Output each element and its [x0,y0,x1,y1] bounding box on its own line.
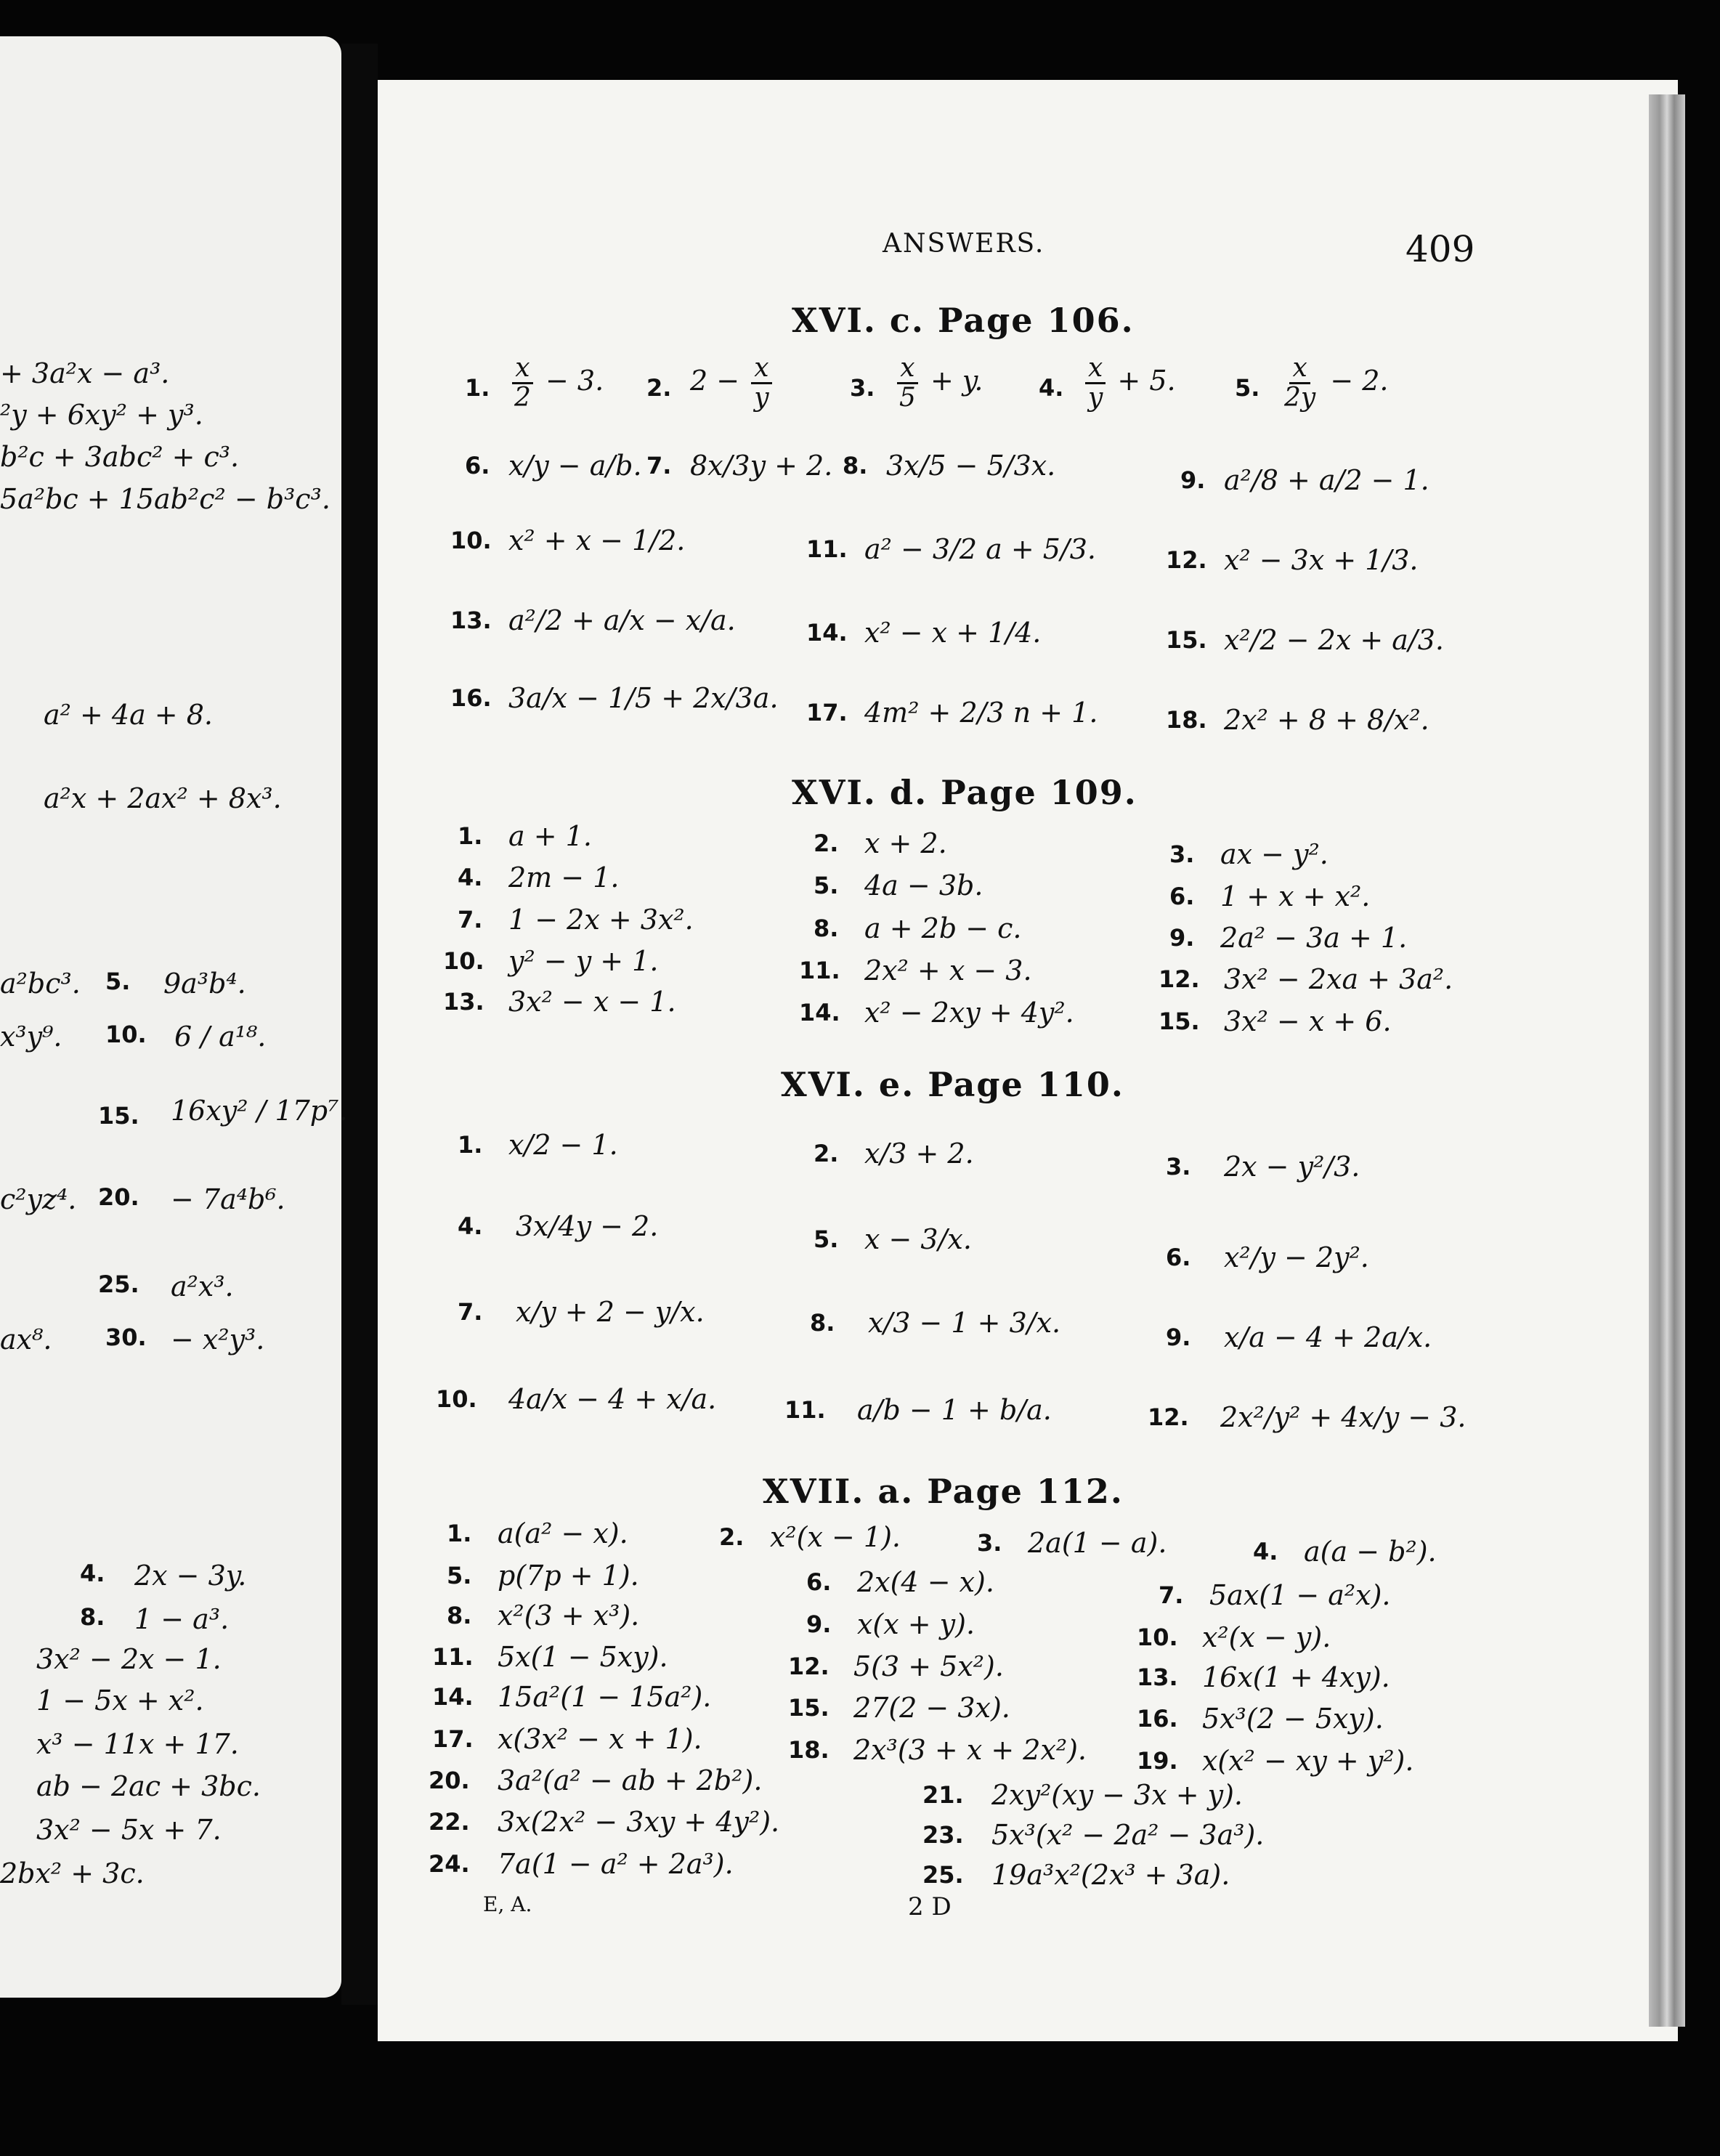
answer-number: 5. [814,872,839,899]
answer-expression: 2m − 1. [508,862,620,893]
left-page-line: a²x³. [171,1270,234,1302]
answer-expression: 1 − 2x + 3x². [508,904,694,936]
answer-expression: 3x² − x + 6. [1224,1005,1392,1037]
answer-expression: 3x/5 − 5/3x. [886,450,1056,482]
answer-number: 8. [814,915,839,942]
answer-expression: x² − x + 1/4. [864,617,1042,649]
answer-number: 15. [1159,1008,1200,1035]
answer-number: 9. [1169,924,1195,952]
numerator: x [897,354,917,384]
answer-expression: 1 + x + x². [1220,880,1371,912]
answer-expression: 15a²(1 − 15a²). [498,1681,712,1713]
answer-number: 14. [806,619,848,647]
left-page-line: x³y⁹. [0,1021,62,1053]
answer-number: 9. [1166,1324,1191,1351]
denominator: y [754,382,769,413]
left-page-line: 30. [105,1324,147,1351]
answer-number: 4. [458,1212,483,1240]
left-page-line: c²yz⁴. [0,1183,77,1215]
answer-number: 7. [458,906,483,933]
answer-expression: 4a/x − 4 + x/a. [508,1383,717,1415]
answer-number: 23. [922,1821,964,1849]
answer-number: 22. [429,1808,470,1836]
answer-number: 7. [1159,1581,1184,1609]
answer-number: 19. [1137,1747,1178,1775]
answer-expression: 2x³(3 + x + 2x²). [853,1734,1087,1766]
numerator: x [1289,354,1310,384]
answer-expression: 5ax(1 − a²x). [1209,1579,1391,1611]
fraction [1085,354,1106,412]
answer-number: 8. [447,1602,472,1629]
answer-number: 14. [799,999,840,1026]
left-page-line: ax⁸. [0,1324,52,1355]
answer-number: 16. [450,684,492,712]
answer-expression: 3a²(a² − ab + 2b²). [498,1764,763,1796]
fraction [896,354,919,412]
answer-expression: 3a/x − 1/5 + 2x/3a. [508,682,779,714]
answer-expression: x² + x − 1/2. [508,524,686,556]
answer-number: 24. [429,1850,470,1878]
left-page-line: 2x − 3y. [134,1560,247,1592]
answer-expression: ax − y². [1220,838,1328,870]
answer-expression: a² − 3/2 a + 5/3. [864,533,1097,565]
answer-expression: x/y + 2 − y/x. [516,1296,705,1328]
answer-number: 20. [429,1767,470,1794]
answer-expression: a²/8 + a/2 − 1. [1224,464,1429,496]
answer-number: 14. [432,1683,474,1711]
answer-expression: x/3 − 1 + 3/x. [868,1307,1061,1339]
answer-number: 21. [922,1781,964,1809]
answer-expression: x²/y − 2y². [1224,1241,1369,1273]
answer-number: 11. [784,1396,826,1424]
answer-expression: 2xy²(xy − 3x + y). [991,1779,1244,1811]
answer-expression: y² − y + 1. [508,945,659,977]
answer-expression: 27(2 − 3x). [853,1692,1010,1724]
answer-expression: 5(3 + 5x²). [853,1650,1004,1682]
answer-expression: a + 2b − c. [864,912,1022,944]
answer-number: 12. [1148,1403,1189,1431]
left-page-line: 6 / a¹⁸. [174,1021,267,1053]
answer-expression: 8x/3y + 2. [690,450,833,482]
answer-number: 12. [1166,546,1207,574]
left-page-line: a² + 4a + 8. [44,699,213,731]
answer-expression: 3x/4y − 2. [516,1210,659,1242]
answer-number: 1. [458,1131,483,1159]
expr-suffix: + 5. [1108,364,1176,397]
answer-expression: x² − 3x + 1/3. [1224,544,1419,576]
answer-expression: 7a(1 − a² + 2a³). [498,1848,734,1880]
denominator: 2 [514,382,531,413]
answer-number: 7. [646,452,672,479]
answer-expression: 2a² − 3a + 1. [1220,922,1408,954]
answer-expression [508,354,604,412]
left-page-line: ²y + 6xy² + y³. [0,399,203,431]
answer-number: 8. [810,1309,835,1337]
section-heading-xvii-a: XVII. a. Page 112. [763,1472,1124,1511]
numerator: x [512,354,532,384]
left-page-line: 16xy² / 17p⁷. [171,1095,348,1127]
left-page-line: 2bx² + 3c. [0,1857,145,1889]
answer-expression: 2x² + 8 + 8/x². [1224,704,1429,736]
denominator: y [1088,382,1103,413]
numerator: x [751,354,771,384]
signature: E, A. [483,1892,532,1916]
answer-expression: 5x³(2 − 5xy). [1202,1703,1384,1735]
left-page-line: 5. [105,968,131,995]
answer-expression: x²/2 − 2x + a/3. [1224,624,1444,656]
answer-number: 6. [465,452,490,479]
answer-expression [690,354,775,412]
left-page-line: 8. [80,1603,105,1631]
expr-suffix: − 3. [536,364,604,397]
answer-expression: a²/2 + a/x − x/a. [508,604,736,636]
answer-number: 10. [443,947,484,975]
answer-expression: a(a² − x). [498,1517,628,1549]
section-heading-xvi-e: XVI. e. Page 110. [781,1065,1124,1104]
answer-number: 8. [843,452,868,479]
answer-number: 1. [447,1520,472,1547]
answer-expression: 4m² + 2/3 n + 1. [864,697,1098,729]
answer-number: 12. [1159,965,1200,993]
left-page-line: − x²y³. [171,1324,265,1355]
answer-number: 4. [1253,1538,1278,1565]
expr-prefix: 2 − [690,364,749,397]
answer-number: 1. [458,822,483,850]
answer-expression: 5x³(x² − 2a² − 3a³). [991,1819,1265,1851]
answer-number: 5. [1235,374,1260,402]
left-page-line: x³ − 11x + 17. [36,1728,239,1760]
left-page-line: 1 − a³. [134,1603,230,1635]
answer-number: 11. [432,1643,474,1671]
answer-number: 4. [458,864,483,891]
answer-number: 15. [1166,626,1207,654]
left-page-line: 10. [105,1021,147,1048]
answer-number: 9. [1180,466,1206,494]
answer-expression: x² − 2xy + 4y². [864,997,1074,1029]
answer-number: 13. [443,988,484,1016]
answer-number: 1. [465,374,490,402]
answer-expression: 2x²/y² + 4x/y − 3. [1220,1401,1467,1433]
expr-suffix: − 2. [1321,364,1389,397]
answer-number: 6. [1169,883,1195,910]
answer-expression: a + 1. [508,820,592,852]
left-page-line: 3x² − 2x − 1. [36,1643,222,1675]
answer-number: 2. [814,1140,839,1167]
denominator: 5 [899,382,916,413]
answer-number: 3. [1169,840,1195,868]
answer-expression: 3x(2x² − 3xy + 4y²). [498,1806,780,1838]
answer-number: 9. [806,1610,832,1638]
answer-expression [1278,354,1389,412]
left-page-line: 1 − 5x + x². [36,1685,204,1717]
answer-expression: x + 2. [864,827,947,859]
answer-number: 10. [450,527,492,554]
answer-expression: 3x² − x − 1. [508,986,676,1018]
answer-expression: x(3x² − x + 1). [498,1723,702,1755]
answer-number: 2. [814,830,839,857]
answer-number: 25. [922,1861,964,1889]
answer-expression: 3x² − 2xa + 3a². [1224,963,1453,995]
fraction [1281,354,1318,412]
answer-expression: x/2 − 1. [508,1129,618,1161]
page-number: 409 [1405,228,1475,270]
answer-number: 17. [432,1725,474,1753]
answer-number: 17. [806,699,848,726]
answer-number: 13. [1137,1663,1178,1691]
answer-expression: 2x² + x − 3. [864,955,1032,986]
answer-expression: x/3 + 2. [864,1138,974,1170]
answer-number: 11. [799,957,840,984]
answer-expression: x/y − a/b. [508,450,642,482]
left-page-line: 15. [98,1102,139,1130]
left-page-line: + 3a²x − a³. [0,357,170,389]
answer-number: 10. [1137,1624,1178,1651]
left-page-line: a²bc³. [0,968,81,1000]
answer-expression: 2x − y²/3. [1224,1151,1360,1183]
answer-number: 3. [850,374,875,402]
answer-number: 2. [646,374,672,402]
answer-expression: x(x² − xy + y²). [1202,1745,1414,1777]
left-page-line: 9a³b⁴. [163,968,246,1000]
answer-number: 10. [436,1385,477,1413]
answer-expression: x(x + y). [857,1608,975,1640]
signature-mark: 2 D [908,1892,952,1921]
answer-expression: 5x(1 − 5xy). [498,1641,668,1673]
answer-number: 7. [458,1298,483,1326]
answer-expression: x²(3 + x³). [498,1600,640,1632]
answer-expression: p(7p + 1). [498,1560,639,1592]
answer-number: 3. [977,1529,1002,1557]
answer-expression: 4a − 3b. [864,870,983,901]
book-gutter [341,44,378,2005]
answer-number: 12. [788,1653,829,1680]
answer-number: 3. [1166,1153,1191,1180]
answer-expression: a/b − 1 + b/a. [857,1394,1052,1426]
answer-expression: 2x(4 − x). [857,1566,994,1598]
denominator: 2y [1284,382,1316,413]
numerator: x [1085,354,1106,384]
answer-expression: a(a − b²). [1304,1536,1437,1568]
answer-number: 16. [1137,1705,1178,1732]
section-heading-xvi-c: XVI. c. Page 106. [792,301,1135,340]
page-edges [1649,94,1685,2027]
left-page-line: 5a²bc + 15ab²c² − b³c³. [0,483,330,515]
answer-number: 2. [719,1523,745,1551]
answer-expression: x − 3/x. [864,1223,972,1255]
answer-expression: x/a − 4 + 2a/x. [1224,1321,1432,1353]
answer-number: 11. [806,535,848,563]
expr-suffix: + y. [921,364,983,397]
answer-number: 6. [806,1568,832,1596]
left-page-line: 3x² − 5x + 7. [36,1814,222,1846]
answer-expression: 19a³x²(2x³ + 3a). [991,1859,1230,1891]
answer-number: 18. [1166,706,1207,734]
left-page-line: a²x + 2ax² + 8x³. [44,782,282,814]
answer-number: 18. [788,1736,829,1764]
left-page-line: 25. [98,1270,139,1298]
answer-expression [893,354,983,412]
answer-number: 15. [788,1694,829,1722]
answer-expression: x²(x − 1). [770,1521,901,1553]
left-page-line: 20. [98,1183,139,1211]
fraction [511,354,534,412]
fraction [751,354,771,412]
left-page-line: 4. [80,1560,105,1587]
answer-number: 6. [1166,1244,1191,1271]
answer-number: 5. [447,1562,472,1589]
running-head: ANSWERS. [883,229,1045,259]
answer-expression: 2a(1 − a). [1028,1527,1167,1559]
answer-number: 5. [814,1225,839,1253]
left-page-line: − 7a⁴b⁶. [171,1183,285,1215]
answer-number: 4. [1039,374,1064,402]
answer-number: 13. [450,607,492,634]
answer-expression: 16x(1 + 4xy). [1202,1661,1390,1693]
answer-expression: x²(x − y). [1202,1621,1331,1653]
left-page-line: ab − 2ac + 3bc. [36,1770,261,1802]
section-heading-xvi-d: XVI. d. Page 109. [792,773,1137,812]
left-page-line: b²c + 3abc² + c³. [0,441,240,473]
answer-expression [1082,354,1176,412]
